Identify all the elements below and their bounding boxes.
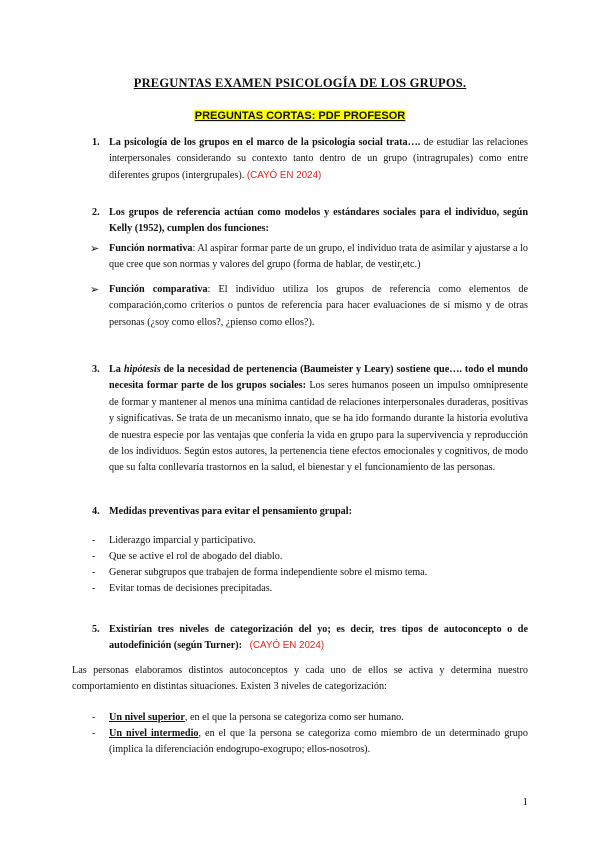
q2-item-1	[109, 241, 528, 274]
q4-item-3: Generar subgrupos que trabajen de forma independiente sobre el mismo tema.	[109, 567, 428, 578]
q2-item-2	[109, 282, 528, 331]
dash-bullet: -	[92, 567, 96, 578]
dash-bullet: -	[92, 712, 96, 723]
q3-body	[109, 362, 528, 477]
q5-item-2-text: , en el que la persona se categoriza como miembro de un determinado grupo (implica la diferenciación endogrupo-exogrupo; ellos-nosotros).	[109, 728, 528, 756]
q2-heading: Los grupos de referencia actúan como modelos y estándares sociales para el individuo, según Kelly (1952), cumplen dos funciones:	[109, 207, 528, 235]
q5-tag: (CAYÓ EN 2024)	[249, 640, 325, 652]
subtitle-wrap	[0, 106, 600, 124]
q1-number: 1.	[92, 137, 100, 148]
q1-tag: (CAYÓ EN 2024)	[246, 169, 322, 181]
q5-bold: Existirían tres niveles de categorización del yo; es decir, tres tipos de autoconcepto o de autodefinición (según Turner):	[109, 624, 528, 652]
dash-bullet: -	[92, 551, 96, 562]
q2-item-2-text: : El individuo utiliza los grupos de referencia como elementos de comparación,como criterios o puntos de referencia para hacer evaluaciones de sí mismo y de otras personas (¿soy como ellos?, ¿pienso como ellos?).	[109, 284, 528, 328]
q1-body	[109, 135, 528, 184]
q5-heading	[109, 622, 528, 655]
arrow-bullet-icon: ➢	[90, 284, 100, 296]
document-subtitle: PREGUNTAS CORTAS: PDF PROFESOR	[194, 110, 406, 122]
q5-item-2	[109, 726, 528, 759]
document-title: PREGUNTAS EXAMEN PSICOLOGÍA DE LOS GRUPOS.	[133, 76, 467, 90]
arrow-bullet-icon: ➢	[90, 243, 100, 255]
q5-item-1	[109, 710, 528, 726]
q2-item-1-text: : Al aspirar formar parte de un grupo, el individuo trata de asimilar y ajustarse a lo que cree que son normas y valores del grupo (forma de hablar, de vestir,etc.)	[109, 243, 528, 271]
q1-bold: La psicología de los grupos en el marco de la psicología social trata….	[109, 137, 421, 148]
q5-item-2-label: Un nivel intermedio	[109, 728, 199, 739]
q2-item-1-label: Función normativa	[109, 243, 193, 254]
q4-item-4: Evitar tomas de decisiones precipitadas.	[109, 583, 273, 594]
q3-number: 3.	[92, 364, 100, 375]
q2-item-2-label: Función comparativa	[109, 284, 208, 295]
q3-italic: hipótesis	[123, 364, 161, 375]
dash-bullet: -	[92, 583, 96, 594]
q2-number: 2.	[92, 207, 100, 218]
dash-bullet: -	[92, 535, 96, 546]
page-number: 1	[522, 796, 528, 808]
q5-item-1-text: , en el que la persona se categoriza como ser humano.	[184, 712, 404, 723]
q5-item-1-label: Un nivel superior	[109, 712, 185, 723]
q3-text: Los seres humanos poseen un impulso omnipresente de formar y mantener al menos una mínima cantidad de relaciones interpersonales duraderas, positivas y significativas. Se trata de un mecanismo innato, que se ha ido formando durante la historia evolutiva de nuestra especie por las ventajas que confería la vida en grupo para la supervivencia y reproducción de los individuos. Según estos autores, la pertenencia tiene efectos emocionales y cognitivos, de modo que su falta conllevaría trastornos en la salud, el bienestar y el funcionamiento de las personas.	[109, 380, 528, 474]
q5-paragraph: Las personas elaboramos distintos autoconceptos y cada uno de ellos se activa y determina nuestro comportamiento en distintas situaciones. Existen 3 niveles de categorización:	[72, 665, 528, 693]
q4-item-1: Liderazgo imparcial y participativo.	[109, 535, 256, 546]
q4-heading: Medidas preventivas para evitar el pensamiento grupal:	[109, 506, 352, 517]
q4-item-2: Que se active el rol de abogado del diablo.	[109, 551, 283, 562]
q5-number: 5.	[92, 624, 100, 635]
q3-bold-b: de la necesidad de pertenencia (Baumeister y Leary) sostiene que…. todo el mundo necesita formar parte de los grupos sociales:	[109, 364, 529, 392]
dash-bullet: -	[92, 728, 96, 739]
q4-number: 4.	[92, 506, 100, 517]
q1-text: de estudiar las relaciones interpersonales considerando su contexto tanto dentro de un grupo (intragrupales) como entre diferentes grupos (intergrupales).	[109, 137, 528, 181]
q3-bold-a: La	[109, 364, 124, 375]
